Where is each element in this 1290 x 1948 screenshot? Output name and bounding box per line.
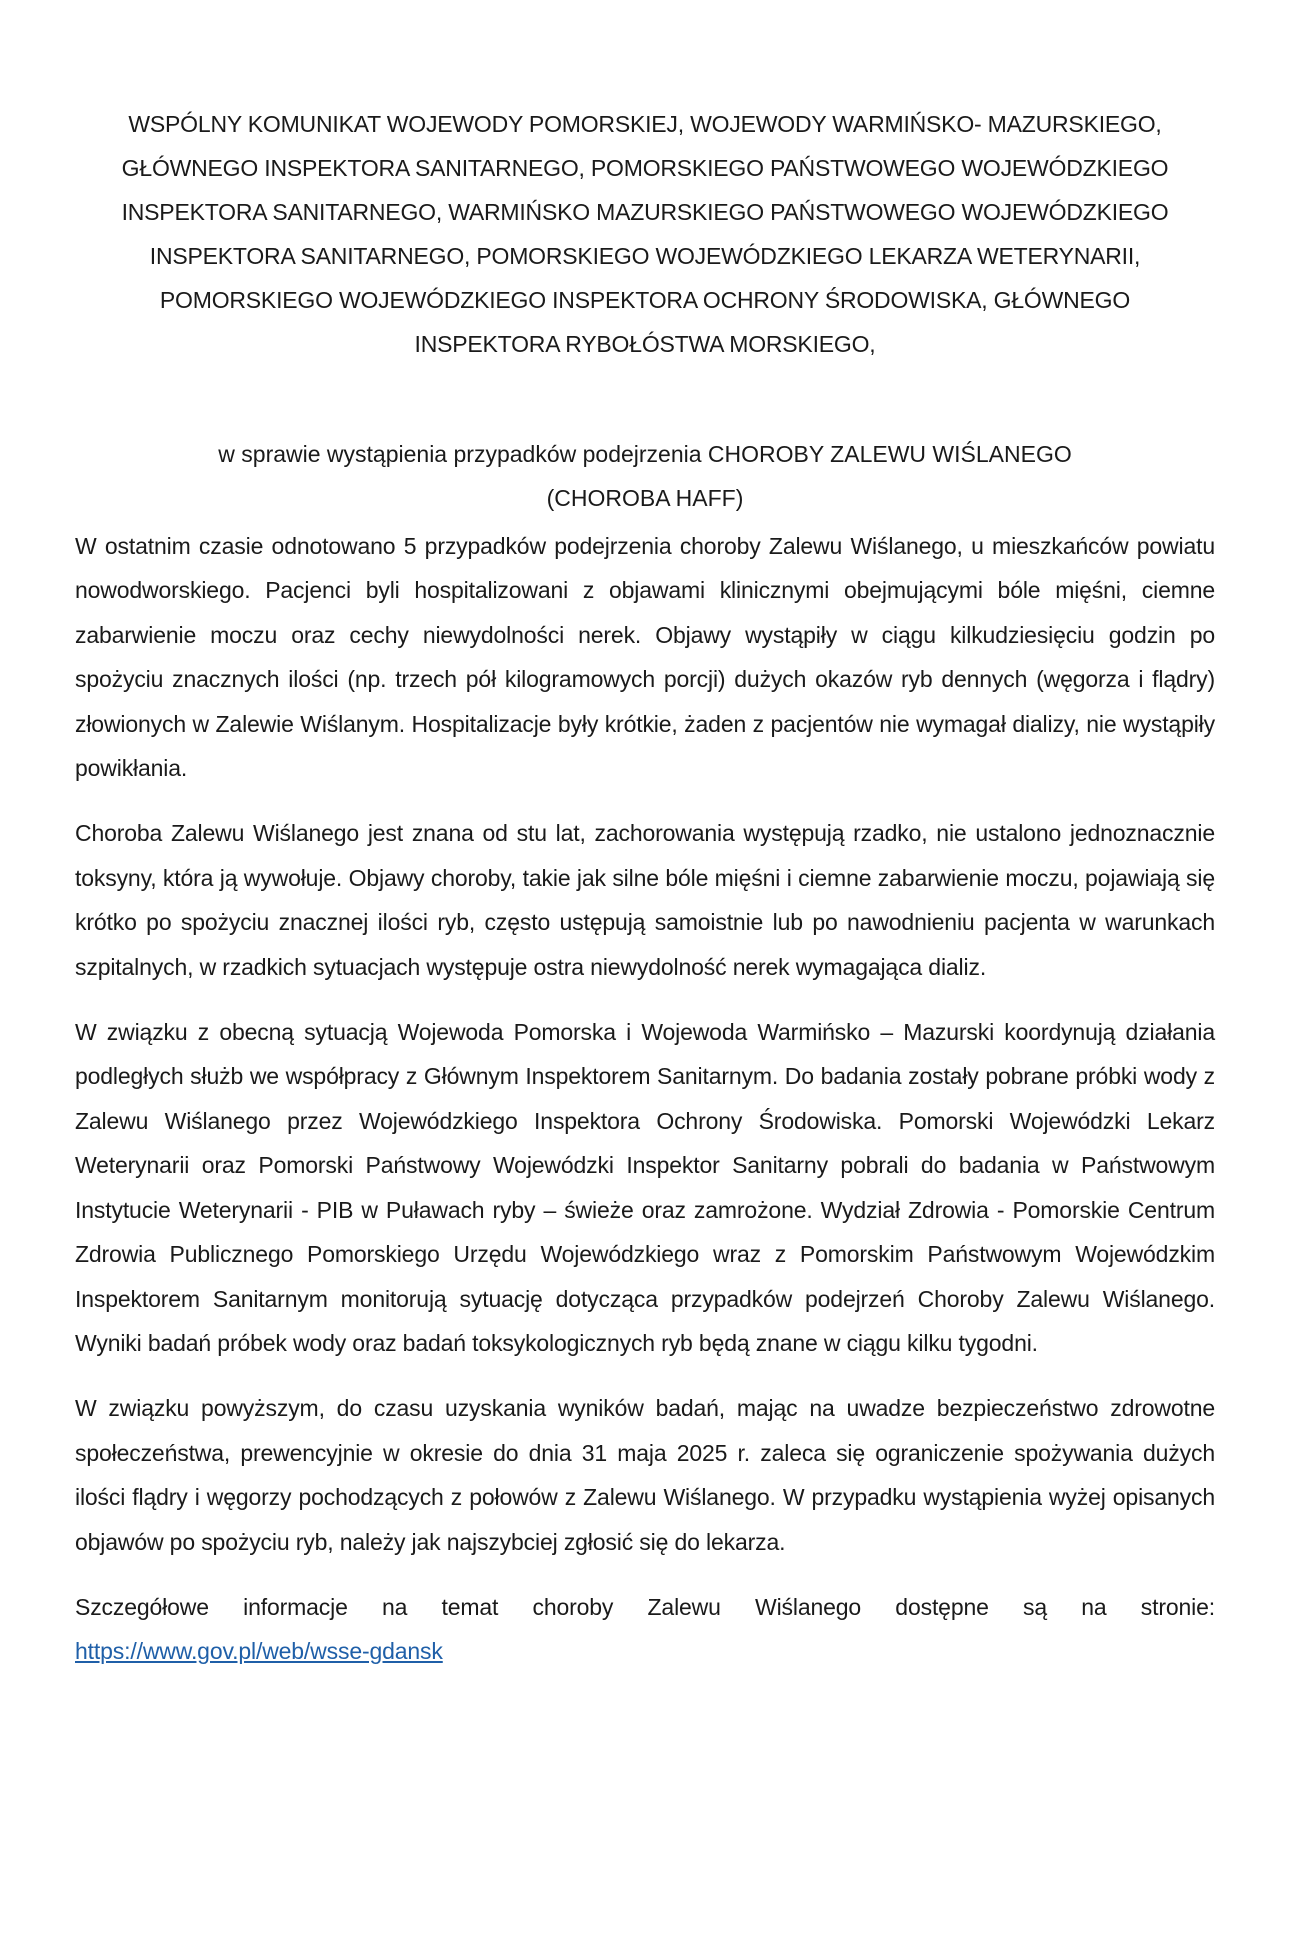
communique-subtitle [75, 432, 1215, 520]
paragraph-coordination: W związku z obecną sytuacją Wojewoda Pomorska i Wojewoda Warmińsko – Mazurski koordynują działania podległych służb we współpracy z Głównym Inspektorem Sanitarnym. Do badania zostały pobrane próbki wody z Zalewu Wiślanego przez Wojewódzkiego Inspektora Ochrony Środowiska. Pomorski Wojewódzki Lekarz Weterynarii oraz Pomorski Państwowy Wojewódzki Inspektor Sanitarny pobrali do badania w Państwowym Instytucie Weterynarii - PIB w Puławach ryby – świeże oraz zamrożone. Wydział Zdrowia - Pomorskie Centrum Zdrowia Publicznego Pomorskiego Urzędu Wojewódzkiego wraz z Pomorskim Państwowym Wojewódzkim Inspektorem Sanitarnym monitorują sytuację dotycząca przypadków podejrzeń Choroby Zalewu Wiślanego. Wyniki badań próbek wody oraz badań toksykologicznych ryb będą znane w ciągu kilku tygodni. [75, 1019, 1215, 1356]
communique-heading [75, 102, 1215, 366]
paragraph-recommendation: W związku powyższym, do czasu uzyskania wyników badań, mając na uwadze bezpieczeństwo zdrowotne społeczeństwa, prewencyjnie w okresie do dnia 31 maja 2025 r. zaleca się ograniczenie spożywania dużych ilości flądry i węgorzy pochodzących z połowów z Zalewu Wiślanego. W przypadku wystąpienia wyżej opisanych objawów po spożyciu ryb, należy jak najszybciej zgłosić się do lekarza. [75, 1395, 1215, 1555]
heading-line: INSPEKTORA SANITARNEGO, POMORSKIEGO WOJEWÓDZKIEGO LEKARZA WETERYNARII, [149, 243, 1141, 269]
more-info-text: Szczegółowe informacje na temat choroby Zalewu Wiślanego dostępne są na stronie: [75, 1593, 1215, 1620]
paragraph-cases: W ostatnim czasie odnotowano 5 przypadków podejrzenia choroby Zalewu Wiślanego, u mieszkańców powiatu nowodworskiego. Pacjenci byli hospitalizowani z objawami klinicznymi obejmującymi bóle mięśni, ciemne zabarwienie moczu oraz cechy niewydolności nerek. Objawy wystąpiły w ciągu kilkudziesięciu godzin po spożyciu znacznych ilości (np. trzech pół kilogramowych porcji) dużych okazów ryb dennych (węgorza i flądry) złowionych w Zalewie Wiślanym. Hospitalizacje były krótkie, żaden z pacjentów nie wymagał dializy, nie wystąpiły powikłania. [75, 533, 1215, 782]
subtitle-line: (CHOROBA HAFF) [546, 485, 744, 511]
heading-line: WSPÓLNY KOMUNIKAT WOJEWODY POMORSKIEJ, WOJEWODY WARMIŃSKO- MAZURSKIEGO, [128, 111, 1162, 137]
heading-line: POMORSKIEGO WOJEWÓDZKIEGO INSPEKTORA OCHRONY ŚRODOWISKA, GŁÓWNEGO [159, 287, 1131, 313]
heading-line: INSPEKTORA RYBOŁÓSTWA MORSKIEGO, [414, 331, 876, 357]
paragraph-more-info [75, 1585, 1215, 1674]
wsse-gdansk-link[interactable]: https://www.gov.pl/web/wsse-gdansk [75, 1638, 443, 1665]
subtitle-line: w sprawie wystąpienia przypadków podejrzenia CHOROBY ZALEWU WIŚLANEGO [218, 441, 1072, 467]
heading-line: GŁÓWNEGO INSPEKTORA SANITARNEGO, POMORSKIEGO PAŃSTWOWEGO WOJEWÓDZKIEGO [121, 155, 1169, 181]
paragraph-disease-info: Choroba Zalewu Wiślanego jest znana od stu lat, zachorowania występują rzadko, nie ustalono jednoznacznie toksyny, która ją wywołuje. Objawy choroby, takie jak silne bóle mięśni i ciemne zabarwienie moczu, pojawiają się krótko po spożyciu znacznej ilości ryb, często ustępują samoistnie lub po nawodnieniu pacjenta w warunkach szpitalnych, w rzadkich sytuacjach występuje ostra niewydolność nerek wymagająca dializ. [75, 820, 1215, 980]
heading-line: INSPEKTORA SANITARNEGO, WARMIŃSKO MAZURSKIEGO PAŃSTWOWEGO WOJEWÓDZKIEGO [121, 199, 1169, 225]
